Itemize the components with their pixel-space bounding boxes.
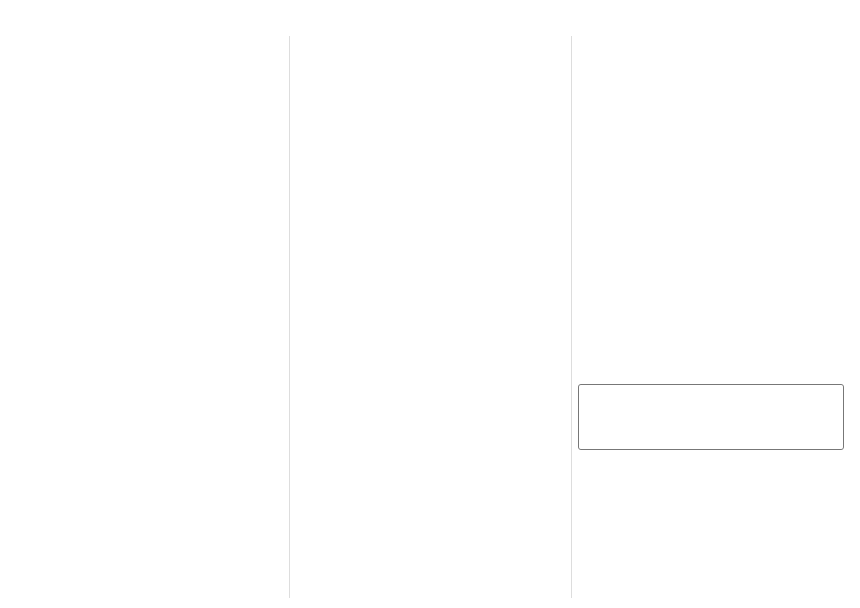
option-row (578, 150, 844, 162)
answer-option (498, 224, 565, 236)
dialogue-line (578, 334, 844, 346)
extra-lines (298, 290, 564, 314)
answer-option (298, 68, 365, 80)
question-stem (18, 426, 280, 438)
answer-option (711, 78, 778, 90)
question-stem (298, 212, 564, 224)
answer-option (498, 172, 565, 184)
answer-option (645, 174, 712, 186)
answer-option (365, 120, 432, 132)
question-stem (18, 348, 280, 360)
dialogue-line (578, 298, 844, 310)
unit-subtitle (18, 43, 280, 56)
dialogue-line (578, 346, 844, 358)
phrase-line (18, 104, 280, 116)
question (578, 465, 844, 489)
unit-title (18, 30, 280, 43)
text-line (298, 290, 564, 302)
answer-option (498, 120, 565, 132)
dialogue-line (578, 250, 844, 262)
answer-option (645, 114, 712, 126)
choice-line (583, 387, 839, 399)
answer-option (778, 174, 845, 186)
answer-option (365, 172, 432, 184)
answer-option (498, 42, 565, 54)
passage (298, 330, 564, 426)
answer-option (578, 503, 645, 515)
dialogue-line (578, 238, 844, 250)
answer-option (431, 250, 498, 262)
passage-paragraph (298, 330, 564, 378)
text-line (18, 176, 280, 188)
answer-option (711, 138, 778, 150)
option-row (298, 94, 564, 106)
answer-option (578, 162, 645, 174)
option-row (18, 412, 280, 424)
answer-option (778, 529, 845, 541)
answer-option (365, 42, 432, 54)
text-line (18, 200, 280, 212)
answer-option (215, 412, 281, 424)
answer-option (498, 146, 565, 158)
answer-option (431, 120, 498, 132)
question (18, 374, 280, 398)
answer-option (365, 224, 432, 236)
question (18, 452, 280, 476)
option-row (18, 438, 280, 450)
option-row (298, 42, 564, 54)
question-stem (578, 465, 844, 477)
choice-line (583, 423, 839, 435)
choice-box (578, 384, 844, 450)
dialogue-line (578, 286, 844, 298)
question (298, 238, 564, 262)
text-line (18, 164, 280, 176)
answer-option (298, 276, 365, 288)
question (298, 212, 564, 236)
text-line (18, 248, 280, 260)
answer-option (711, 114, 778, 126)
option-row (578, 138, 844, 150)
dialogue-line (578, 370, 844, 382)
question-stem (298, 264, 564, 276)
text-line (18, 308, 280, 320)
answer-option (645, 477, 712, 489)
text-line (18, 284, 280, 296)
question (18, 400, 280, 424)
question (298, 56, 564, 80)
answer-option (645, 138, 712, 150)
option-row (298, 198, 564, 210)
question-stem (298, 186, 564, 198)
answer-option (578, 114, 645, 126)
answer-option (578, 102, 645, 114)
question (298, 264, 564, 288)
answer-option (645, 78, 712, 90)
question-stem (298, 238, 564, 250)
text-line (298, 302, 564, 314)
answer-option (711, 186, 778, 198)
answer-option (498, 94, 565, 106)
answer-option (298, 172, 365, 184)
passage-paragraph (298, 378, 564, 426)
answer-option (431, 94, 498, 106)
option-row (578, 477, 844, 489)
dialogue-line (578, 358, 844, 370)
phrase-line (18, 128, 280, 140)
question (298, 108, 564, 132)
dialogue-line (578, 310, 844, 322)
column-divider (571, 36, 572, 598)
option-row (298, 146, 564, 158)
answer-option (778, 78, 845, 90)
choice-line (583, 411, 839, 423)
answer-option (778, 138, 845, 150)
answer-option (645, 529, 712, 541)
dialogue-line (578, 214, 844, 226)
dialogue-line (578, 226, 844, 238)
option-row (298, 250, 564, 262)
option-row (18, 386, 280, 398)
answer-option (149, 412, 215, 424)
answer-option (778, 90, 845, 102)
choice-line (583, 399, 839, 411)
answer-option (431, 68, 498, 80)
answer-option (578, 150, 645, 162)
phrase-line (18, 80, 280, 92)
text-line (18, 260, 280, 272)
answer-option (778, 114, 845, 126)
option-row (578, 174, 844, 186)
dialogue-line (578, 274, 844, 286)
answer-option (578, 126, 645, 138)
column-1 (18, 30, 280, 600)
option-row (298, 120, 564, 132)
answer-option (498, 276, 565, 288)
answer-option (711, 90, 778, 102)
question-stem (298, 160, 564, 172)
answer-option (498, 250, 565, 262)
option-row (578, 102, 844, 114)
answer-option (298, 94, 365, 106)
sub-heading (578, 452, 844, 465)
answer-option (778, 162, 845, 174)
option-row (578, 90, 844, 102)
phrase-line (18, 92, 280, 104)
text-line (18, 224, 280, 236)
question (298, 160, 564, 184)
answer-option (778, 503, 845, 515)
answer-option (578, 90, 645, 102)
answer-option (431, 198, 498, 210)
answer-option (18, 386, 84, 398)
answer-option (645, 90, 712, 102)
question (18, 426, 280, 450)
answer-option (645, 503, 712, 515)
phrase-line (18, 152, 280, 164)
option-row (18, 464, 280, 476)
question-list (18, 348, 280, 476)
dialogue-line (578, 262, 844, 274)
answer-option (498, 198, 565, 210)
text-line (18, 236, 280, 248)
question (578, 491, 844, 515)
question (18, 348, 280, 372)
answer-option (711, 174, 778, 186)
section-heading (18, 334, 280, 348)
choice-line (583, 435, 839, 447)
text-line (18, 188, 280, 200)
answer-option (711, 102, 778, 114)
answer-option (778, 186, 845, 198)
answer-option (778, 102, 845, 114)
option-row (578, 186, 844, 198)
answer-option (498, 68, 565, 80)
answer-option (431, 224, 498, 236)
answer-option (84, 412, 150, 424)
answer-option (365, 276, 432, 288)
answer-option (711, 529, 778, 541)
cloze-options (578, 78, 844, 198)
answer-option (298, 120, 365, 132)
answer-option (149, 464, 215, 476)
answer-option (431, 276, 498, 288)
option-row (298, 276, 564, 288)
question-stem (18, 452, 280, 464)
question-stem (298, 134, 564, 146)
question-stem (298, 56, 564, 68)
answer-option (365, 146, 432, 158)
passage-paragraph (578, 30, 844, 78)
question (578, 517, 844, 541)
phrase-line (18, 56, 280, 68)
question-stem (18, 374, 280, 386)
dialogue (578, 214, 844, 382)
answer-option (215, 438, 281, 450)
text-lines (18, 164, 280, 332)
option-row (578, 78, 844, 90)
answer-option (578, 477, 645, 489)
option-row (578, 503, 844, 515)
question-stem (578, 517, 844, 529)
question-stem (298, 30, 564, 42)
answer-option (431, 172, 498, 184)
answer-option (18, 464, 84, 476)
phrase-line (18, 116, 280, 128)
answer-option (778, 126, 845, 138)
answer-option (645, 126, 712, 138)
answer-option (365, 68, 432, 80)
question (298, 186, 564, 210)
answer-option (578, 138, 645, 150)
answer-option (84, 464, 150, 476)
answer-option (645, 186, 712, 198)
question-stem (298, 108, 564, 120)
question (298, 82, 564, 106)
answer-option (84, 386, 150, 398)
answer-option (215, 386, 281, 398)
option-row (298, 224, 564, 236)
answer-option (431, 146, 498, 158)
text-line (18, 296, 280, 308)
section-heading (298, 316, 564, 330)
answer-option (645, 150, 712, 162)
answer-option (18, 412, 84, 424)
option-row (298, 172, 564, 184)
question-list (578, 465, 844, 541)
answer-option (778, 477, 845, 489)
question (298, 30, 564, 54)
answer-option (711, 126, 778, 138)
question-stem (298, 82, 564, 94)
answer-option (298, 146, 365, 158)
answer-option (215, 464, 281, 476)
answer-option (149, 386, 215, 398)
answer-option (578, 529, 645, 541)
answer-option (365, 250, 432, 262)
answer-option (215, 360, 281, 372)
answer-option (84, 360, 150, 372)
question-stem (18, 400, 280, 412)
dialogue-line (578, 322, 844, 334)
answer-option (711, 477, 778, 489)
answer-option (711, 503, 778, 515)
answer-option (645, 102, 712, 114)
phrase-list (18, 56, 280, 164)
phrase-line (18, 140, 280, 152)
answer-option (149, 360, 215, 372)
answer-option (298, 42, 365, 54)
question (298, 134, 564, 158)
text-line (18, 272, 280, 284)
phrase-line (18, 68, 280, 80)
answer-option (365, 198, 432, 210)
column-divider (289, 36, 290, 598)
answer-option (18, 360, 84, 372)
answer-option (18, 438, 84, 450)
question-list (298, 30, 564, 288)
answer-option (431, 42, 498, 54)
answer-option (84, 438, 150, 450)
section-heading (578, 200, 844, 214)
answer-option (365, 94, 432, 106)
answer-option (778, 150, 845, 162)
answer-option (298, 224, 365, 236)
question-stem (578, 491, 844, 503)
text-line (18, 212, 280, 224)
answer-option (578, 174, 645, 186)
answer-option (711, 162, 778, 174)
option-row (578, 114, 844, 126)
option-row (578, 126, 844, 138)
answer-option (711, 150, 778, 162)
answer-option (645, 162, 712, 174)
column-2 (298, 30, 564, 600)
answer-option (578, 78, 645, 90)
option-row (298, 68, 564, 80)
answer-option (149, 438, 215, 450)
text-line (18, 320, 280, 332)
column-3 (578, 30, 844, 600)
option-row (578, 529, 844, 541)
answer-option (578, 186, 645, 198)
answer-option (298, 198, 365, 210)
answer-option (298, 250, 365, 262)
option-row (578, 162, 844, 174)
option-row (18, 360, 280, 372)
